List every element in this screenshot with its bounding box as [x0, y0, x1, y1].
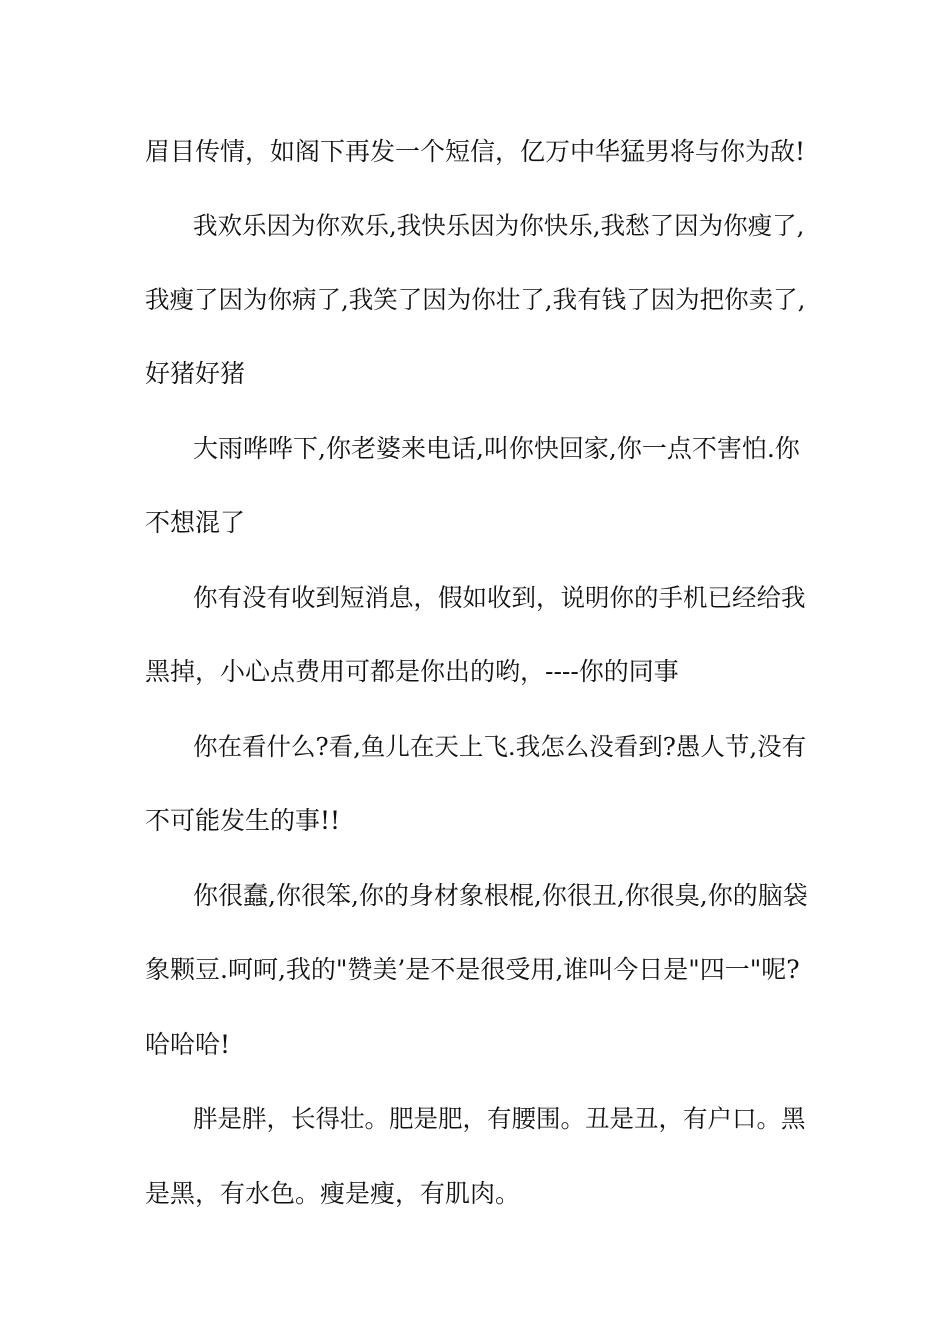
- text-line: 眉目传情，如阁下再发一个短信，亿万中华猛男将与你为敌!: [145, 137, 806, 166]
- text-line: 黑掉，小心点费用可都是你出的哟，----你的同事: [145, 657, 679, 686]
- text-line: 哈哈哈!: [145, 1030, 231, 1059]
- text-line: 你很蠢,你很笨,你的身材象根棍,你很丑,你很臭,你的脑袋: [193, 881, 808, 910]
- text-line: 不可能发生的事!!: [145, 806, 341, 835]
- text-line: 我瘦了因为你病了,我笑了因为你壮了,我有钱了因为把你卖了,: [145, 285, 806, 314]
- text-line: 我欢乐因为你欢乐,我快乐因为你快乐,我愁了因为你瘦了,: [193, 211, 805, 240]
- text-line: 大雨哗哗下,你老婆来电话,叫你快回家,你一点不害怕.你: [193, 434, 800, 463]
- text-line: 是黑，有水色。瘦是瘦，有肌肉。: [145, 1179, 521, 1208]
- text-line: 胖是胖，长得壮。肥是肥，有腰围。丑是丑，有户口。黑: [193, 1104, 806, 1133]
- text-line: 不想混了: [145, 508, 246, 537]
- text-line: 好猪好猪: [145, 359, 246, 388]
- text-line: 你在看什么?看,鱼儿在天上飞.我怎么没看到?愚人节,没有: [193, 732, 807, 761]
- text-line: 象颗豆.呵呵,我的"赞美’是不是很受用,谁叫今日是"四一"呢?: [145, 955, 800, 984]
- text-line: 你有没有收到短消息，假如收到，说明你的手机已经给我: [193, 583, 806, 612]
